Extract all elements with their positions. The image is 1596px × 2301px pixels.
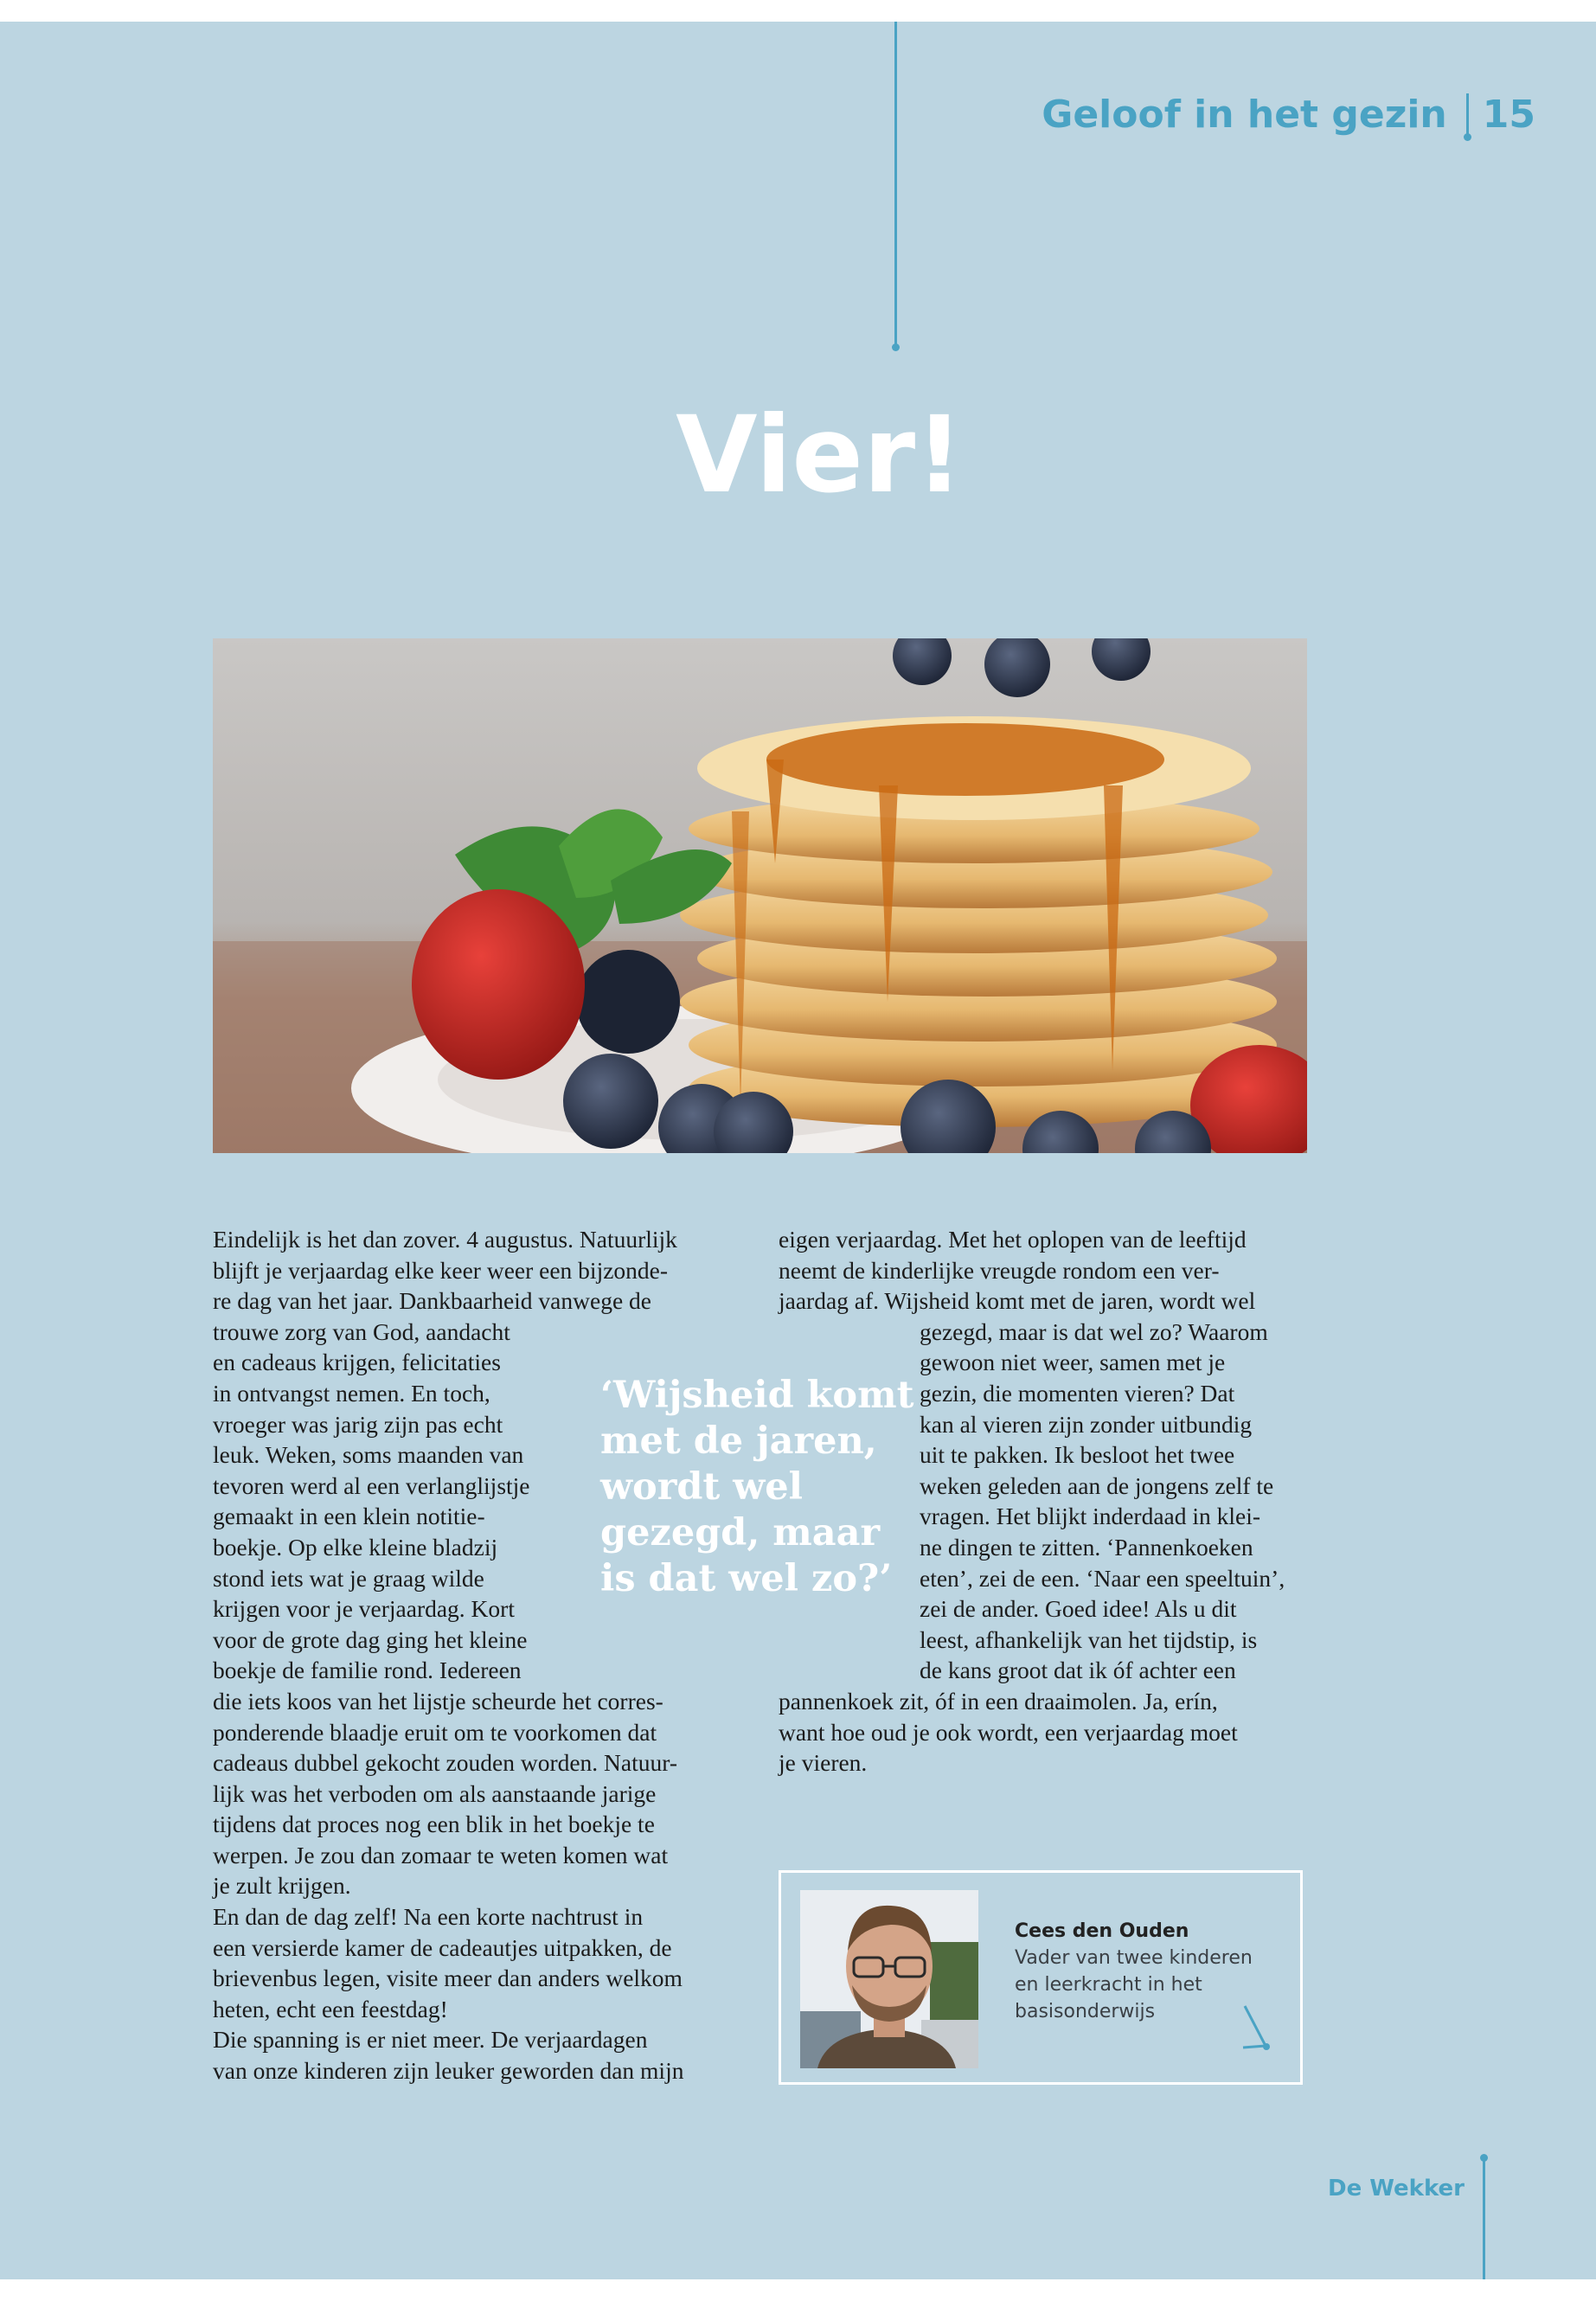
section-title: Geloof in het gezin <box>1042 93 1447 137</box>
line-end-dot <box>892 343 900 351</box>
author-role-line: basisonderwijs <box>1015 2001 1156 2022</box>
text-line: boekje. Op elke kleine bladzij <box>213 1533 498 1561</box>
text-line: gewoon niet weer, samen met je <box>920 1349 1226 1376</box>
header-separator <box>1466 93 1469 137</box>
text-line: vragen. Het blijkt inderdaad in klei- <box>920 1503 1261 1530</box>
text-line: jaardag af. Wijsheid komt met de jaren, wordt wel <box>779 1287 1256 1315</box>
text-line: blijft je verjaardag elke keer weer een bijzonde- <box>213 1256 669 1284</box>
text-line: werpen. Je zou dan zomaar te weten komen wat <box>213 1841 669 1868</box>
bottom-divider-line <box>1483 2158 1485 2279</box>
text-line: eten’, zei de een. ‘Naar een speeltuin’, <box>920 1564 1285 1592</box>
text-line: neemt de kinderlijke vreugde rondom een ver- <box>779 1256 1220 1284</box>
text-line: pannenkoek zit, óf in een draaimolen. Ja, erín, <box>779 1687 1218 1715</box>
text-line: in ontvangst nemen. En toch, <box>213 1379 490 1407</box>
top-divider-line <box>894 22 897 347</box>
text-line: trouwe zorg van God, aandacht <box>213 1317 510 1345</box>
text-line: ne dingen te zitten. ‘Pannenkoeken <box>920 1533 1253 1561</box>
page-number: 15 <box>1482 93 1535 137</box>
text-line: lijk was het verboden om als aanstaande jarige <box>213 1779 657 1807</box>
quote-line: is dat wel zo?’ <box>600 1557 893 1600</box>
text-line: want hoe oud je ook wordt, een verjaardag moet <box>779 1718 1238 1746</box>
text-line: brievenbus legen, visite meer dan anders welkom <box>213 1965 683 1992</box>
text-line: een versierde kamer de cadeautjes uitpakken, de <box>213 1933 672 1961</box>
text-line: tijdens dat proces nog een blik in het boekje te <box>213 1811 655 1838</box>
text-line: van onze kinderen zijn leuker geworden dan mijn <box>213 2057 684 2085</box>
article-title: Vier! <box>676 394 964 516</box>
separator-dot <box>1464 133 1471 141</box>
text-line: uit te pakken. Ik besloot het twee <box>920 1441 1235 1469</box>
author-box <box>779 1870 1303 2085</box>
text-line: tevoren werd al een verlanglijstje <box>213 1471 530 1499</box>
quote-line: gezegd, maar <box>600 1511 881 1554</box>
text-line: vroeger was jarig zijn pas echt <box>213 1410 503 1438</box>
author-name: Cees den Ouden <box>1015 1920 1189 1942</box>
line-end-dot <box>1480 2154 1488 2162</box>
quote-line: wordt wel <box>600 1465 803 1509</box>
text-line: Eindelijk is het dan zover. 4 augustus. Natuurlijk <box>213 1226 677 1253</box>
quote-line: ‘Wijsheid komt <box>600 1374 914 1417</box>
text-line: de kans groot dat ik óf achter een <box>920 1657 1236 1684</box>
arrow-down-right-icon <box>1240 2003 1274 2054</box>
text-line: En dan de dag zelf! Na een korte nachtrust in <box>213 1903 644 1931</box>
text-line: eigen verjaardag. Met het oplopen van de leeftijd <box>779 1226 1247 1253</box>
text-line: zei de ander. Goed idee! Als u dit <box>920 1595 1237 1623</box>
text-line: cadeaus dubbel gekocht zouden worden. Natuur- <box>213 1749 678 1777</box>
article-column-2 <box>779 1224 1315 1779</box>
author-role-line: en leerkracht in het <box>1015 1974 1202 1996</box>
text-line: je zult krijgen. <box>213 1872 351 1900</box>
page-header <box>1042 93 1535 137</box>
quote-line: met de jaren, <box>600 1420 877 1463</box>
author-role-line: Vader van twee kinderen <box>1015 1947 1253 1969</box>
text-line: gezegd, maar is dat wel zo? Waarom <box>920 1317 1268 1345</box>
text-line: stond iets wat je graag wilde <box>213 1564 484 1592</box>
text-line: Die spanning is er niet meer. De verjaardagen <box>213 2026 648 2054</box>
text-line: leest, afhankelijk van het tijdstip, is <box>920 1625 1258 1653</box>
text-line: leuk. Weken, soms maanden van <box>213 1441 524 1469</box>
text-line: boekje de familie rond. Iedereen <box>213 1657 522 1684</box>
text-line: gezin, die momenten vieren? Dat <box>920 1379 1235 1407</box>
pancake-photo <box>213 638 1307 1153</box>
magazine-name: De Wekker <box>1328 2176 1465 2202</box>
text-line: weken geleden aan de jongens zelf te <box>920 1471 1274 1499</box>
text-line: kan al vieren zijn zonder uitbundig <box>920 1410 1253 1438</box>
text-line: die iets koos van het lijstje scheurde het corres- <box>213 1687 663 1715</box>
author-info <box>1015 1918 1253 2025</box>
text-line: krijgen voor je verjaardag. Kort <box>213 1595 515 1623</box>
author-photo <box>800 1890 978 2068</box>
text-line: heten, echt een feestdag! <box>213 1995 448 2022</box>
text-line: gemaakt in een klein notitie- <box>213 1503 485 1530</box>
text-line: voor de grote dag ging het kleine <box>213 1625 528 1653</box>
text-line: je vieren. <box>779 1749 868 1777</box>
text-line: ponderende blaadje eruit om te voorkomen dat <box>213 1718 657 1746</box>
text-line: re dag van het jaar. Dankbaarheid vanwege de <box>213 1287 651 1315</box>
magazine-page <box>0 22 1596 2279</box>
article-column-1 <box>213 1224 749 2086</box>
text-line: en cadeaus krijgen, felicitaties <box>213 1349 501 1376</box>
